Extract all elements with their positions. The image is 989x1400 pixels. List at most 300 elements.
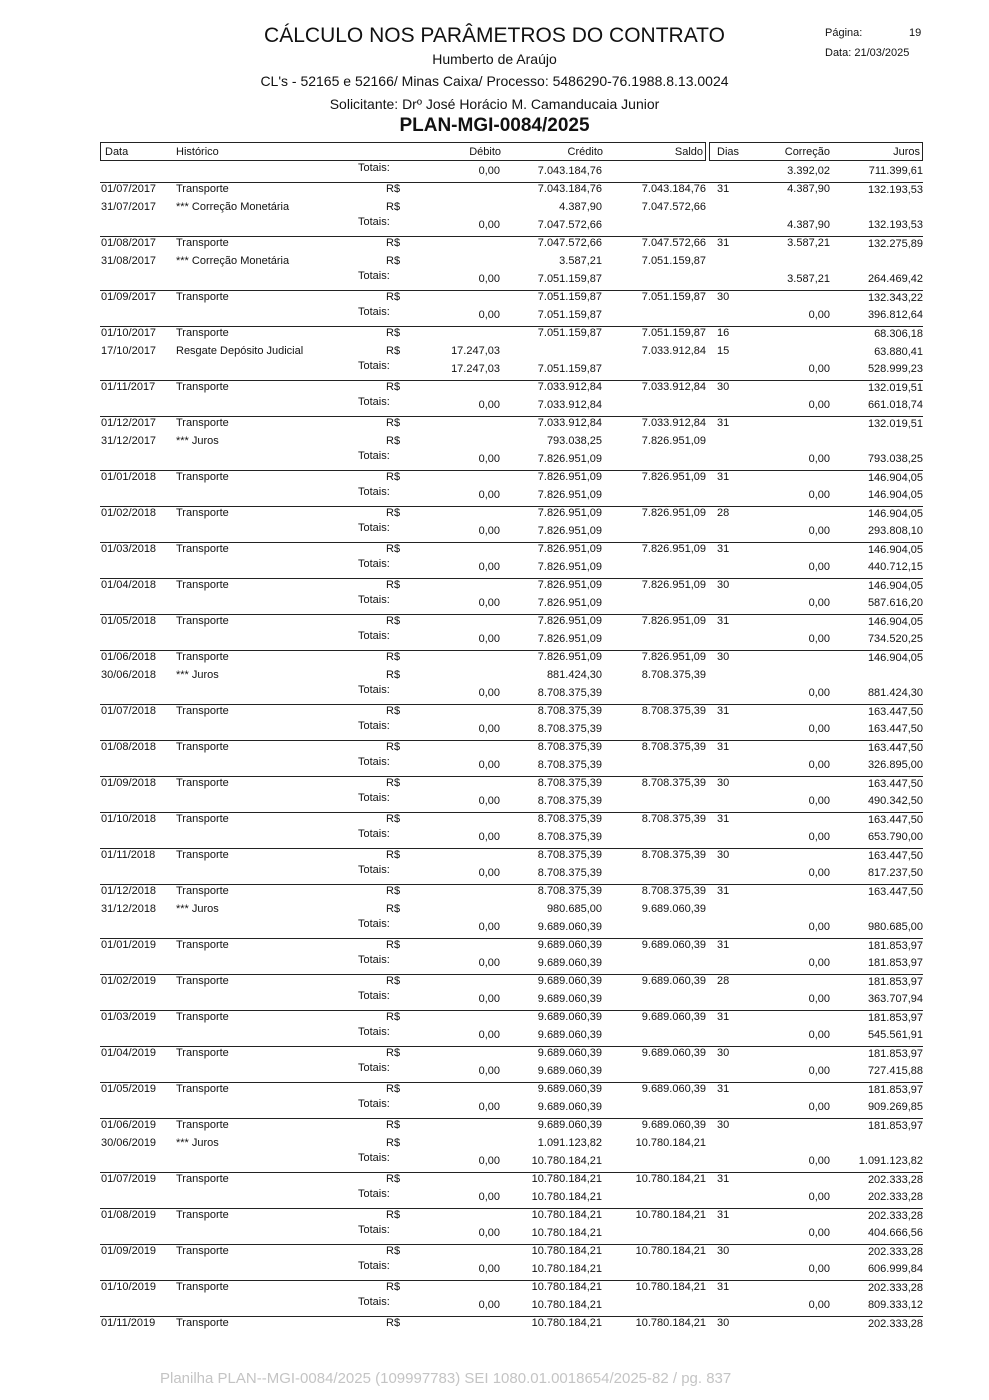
col-debito: Débito: [469, 146, 501, 158]
cell-correcao: 0,00: [808, 723, 830, 735]
cell-credito: 9.689.060,39: [537, 1029, 602, 1041]
cell-correcao: 0,00: [808, 309, 830, 321]
cell-label: Totais:: [358, 990, 390, 1002]
cell-credito: 10.780.184,21: [531, 1191, 602, 1203]
cell-date: 01/07/2018: [101, 705, 157, 717]
cell-credito: 7.033.912,84: [537, 417, 602, 429]
cell-saldo: 7.826.951,09: [641, 471, 706, 483]
cell-date: 01/09/2019: [101, 1245, 157, 1257]
cell-credito: 7.826.951,09: [537, 525, 602, 537]
cell-cur: R$: [386, 885, 401, 897]
cell-saldo: 8.708.375,39: [641, 813, 706, 825]
cell-juros: 132.019,51: [867, 382, 923, 394]
cell-date: 01/12/2017: [101, 417, 157, 429]
cell-cur: R$: [386, 1209, 401, 1221]
cell-debito: 0,00: [478, 273, 500, 285]
cell-juros: 363.707,94: [867, 993, 923, 1005]
cell-hist: *** Juros: [176, 669, 219, 681]
cell-saldo: 8.708.375,39: [641, 741, 706, 753]
cell-juros: 980.685,00: [867, 921, 923, 933]
cell-debito: 0,00: [478, 1227, 500, 1239]
cell-saldo: 7.826.951,09: [641, 435, 706, 447]
cell-credito: 8.708.375,39: [537, 813, 602, 825]
cell-hist: Transporte: [176, 777, 229, 789]
cell-debito: 0,00: [478, 1155, 500, 1167]
cell-label: Totais:: [358, 216, 390, 228]
cell-hist: Transporte: [176, 1119, 229, 1131]
cell-date: 01/01/2019: [101, 939, 157, 951]
cell-dias: 30: [717, 777, 730, 789]
cell-saldo: 10.780.184,21: [635, 1317, 706, 1329]
cell-debito: 0,00: [478, 309, 500, 321]
cell-date: 01/05/2019: [101, 1083, 157, 1095]
cell-correcao: 0,00: [808, 759, 830, 771]
cell-credito: 7.826.951,09: [537, 561, 602, 573]
cell-date: 01/06/2019: [101, 1119, 157, 1131]
cell-credito: 7.826.951,09: [537, 651, 602, 663]
cell-credito: 881.424,30: [546, 669, 602, 681]
cell-juros: 146.904,05: [867, 472, 923, 484]
cell-hist: *** Juros: [176, 1137, 219, 1149]
cell-cur: R$: [386, 705, 401, 717]
cell-date: 01/08/2017: [101, 237, 157, 249]
document-title: CÁLCULO NOS PARÂMETROS DO CONTRATO: [264, 24, 725, 47]
cell-date: 01/10/2017: [101, 327, 157, 339]
cell-dias: 31: [717, 885, 730, 897]
cell-juros: 793.038,25: [867, 453, 923, 465]
cell-label: Totais:: [358, 450, 390, 462]
cell-juros: 181.853,97: [867, 976, 923, 988]
cell-date: 01/04/2019: [101, 1047, 157, 1059]
process-info: CL's - 52165 e 52166/ Minas Caixa/ Processo: 5486290-76.1988.8.13.0024: [260, 73, 729, 89]
cell-debito: 0,00: [478, 993, 500, 1005]
cell-dias: 30: [717, 1245, 730, 1257]
cell-hist: Transporte: [176, 381, 229, 393]
cell-hist: Transporte: [176, 1209, 229, 1221]
cell-credito: 9.689.060,39: [537, 1083, 602, 1095]
cell-credito: 9.689.060,39: [537, 975, 602, 987]
cell-cur: R$: [386, 345, 401, 357]
cell-cur: R$: [386, 291, 401, 303]
cell-hist: Transporte: [176, 1245, 229, 1257]
cell-debito: 0,00: [478, 921, 500, 933]
cell-hist: Transporte: [176, 1173, 229, 1185]
cell-credito: 8.708.375,39: [537, 831, 602, 843]
cell-juros: 727.415,88: [867, 1065, 923, 1077]
cell-dias: 31: [717, 741, 730, 753]
cell-label: Totais:: [358, 828, 390, 840]
cell-dias: 31: [717, 705, 730, 717]
cell-date: 31/12/2018: [101, 903, 157, 915]
cell-cur: R$: [386, 543, 401, 555]
cell-dias: 30: [717, 381, 730, 393]
col-credito: Crédito: [567, 146, 603, 158]
cell-label: Totais:: [358, 1026, 390, 1038]
cell-correcao: 0,00: [808, 525, 830, 537]
cell-dias: 30: [717, 849, 730, 861]
cell-debito: 0,00: [478, 525, 500, 537]
cell-juros: 146.904,05: [867, 616, 923, 628]
cell-date: 01/01/2018: [101, 471, 157, 483]
cell-correcao: 0,00: [808, 453, 830, 465]
cell-correcao: 0,00: [808, 1263, 830, 1275]
cell-debito: 0,00: [478, 867, 500, 879]
cell-debito: 0,00: [478, 597, 500, 609]
cell-hist: Transporte: [176, 327, 229, 339]
cell-credito: 9.689.060,39: [537, 1011, 602, 1023]
cell-juros: 146.904,05: [867, 544, 923, 556]
cell-correcao: 4.387,90: [787, 183, 830, 195]
cell-label: Totais:: [358, 270, 390, 282]
cell-saldo: 10.780.184,21: [635, 1245, 706, 1257]
cell-correcao: 0,00: [808, 687, 830, 699]
cell-juros: 132.275,89: [867, 238, 923, 250]
cell-cur: R$: [386, 1083, 401, 1095]
cell-credito: 9.689.060,39: [537, 1101, 602, 1113]
cell-correcao: 0,00: [808, 957, 830, 969]
cell-hist: Transporte: [176, 885, 229, 897]
cell-date: 30/06/2018: [101, 669, 157, 681]
cell-credito: 793.038,25: [546, 435, 602, 447]
cell-hist: Transporte: [176, 1281, 229, 1293]
cell-juros: 132.343,22: [867, 292, 923, 304]
cell-juros: 181.853,97: [867, 1048, 923, 1060]
cell-hist: Resgate Depósito Judicial: [176, 345, 304, 357]
cell-juros: 711.399,61: [868, 165, 923, 177]
cell-credito: 10.780.184,21: [531, 1227, 602, 1239]
cell-saldo: 7.826.951,09: [641, 507, 706, 519]
cell-credito: 9.689.060,39: [537, 993, 602, 1005]
cell-correcao: 0,00: [808, 1299, 830, 1311]
cell-cur: R$: [386, 1011, 401, 1023]
cell-dias: 30: [717, 1119, 730, 1131]
cell-label: Totais:: [358, 684, 390, 696]
cell-juros: 132.193,53: [867, 219, 923, 231]
cell-date: 01/02/2018: [101, 507, 157, 519]
cell-label: Totais:: [358, 1062, 390, 1074]
requester: Solicitante: Drº José Horácio M. Camanducaia Junior: [329, 96, 660, 112]
cell-juros: 181.853,97: [867, 957, 923, 969]
cell-cur: R$: [386, 471, 401, 483]
cell-correcao: 0,00: [808, 1155, 830, 1167]
cell-cur: R$: [386, 849, 401, 861]
cell-credito: 8.708.375,39: [537, 777, 602, 789]
cell-hist: Transporte: [176, 615, 229, 627]
cell-juros: 132.193,53: [867, 184, 923, 196]
col-saldo: Saldo: [674, 146, 703, 158]
cell-cur: R$: [386, 903, 401, 915]
cell-juros: 163.447,50: [867, 742, 923, 754]
cell-hist: Transporte: [176, 849, 229, 861]
cell-credito: 9.689.060,39: [537, 1119, 602, 1131]
cell-credito: 7.826.951,09: [537, 507, 602, 519]
cell-cur: R$: [386, 381, 401, 393]
cell-credito: 7.051.159,87: [537, 291, 602, 303]
cell-debito: 0,00: [478, 1101, 500, 1113]
cell-dias: 28: [717, 975, 730, 987]
cell-saldo: 9.689.060,39: [641, 1011, 706, 1023]
cell-date: 30/06/2019: [101, 1137, 157, 1149]
cell-cur: R$: [386, 237, 401, 249]
cell-credito: 8.708.375,39: [537, 849, 602, 861]
cell-juros: 146.904,05: [867, 580, 923, 592]
cell-juros: 202.333,28: [867, 1191, 923, 1203]
cell-hist: Transporte: [176, 543, 229, 555]
cell-date: 01/02/2019: [101, 975, 157, 987]
cell-correcao: 3.587,21: [787, 273, 830, 285]
cell-dias: 31: [717, 1083, 730, 1095]
cell-credito: 7.043.184,76: [537, 183, 602, 195]
cell-saldo: 7.043.184,76: [641, 183, 706, 195]
cell-credito: 10.780.184,21: [531, 1209, 602, 1221]
cell-label: Totais:: [358, 792, 390, 804]
cell-credito: 3.587,21: [559, 255, 602, 267]
cell-saldo: 7.826.951,09: [641, 543, 706, 555]
cell-juros: 163.447,50: [867, 850, 923, 862]
cell-date: 31/12/2017: [101, 435, 157, 447]
cell-credito: 7.826.951,09: [537, 633, 602, 645]
cell-dias: 30: [717, 1047, 730, 1059]
cell-juros: 528.999,23: [867, 363, 923, 375]
cell-juros: 132.019,51: [867, 418, 923, 430]
client-name: Humberto de Araújo: [432, 51, 557, 67]
cell-hist: Transporte: [176, 471, 229, 483]
cell-correcao: 0,00: [808, 363, 830, 375]
cell-label: Totais:: [358, 306, 390, 318]
cell-dias: 31: [717, 543, 730, 555]
cell-label: Totais:: [358, 360, 390, 372]
cell-saldo: 9.689.060,39: [641, 1083, 706, 1095]
cell-juros: 163.447,50: [867, 814, 923, 826]
cell-label: Totais:: [358, 162, 390, 174]
cell-juros: 734.520,25: [867, 633, 923, 645]
cell-dias: 15: [717, 345, 730, 357]
cell-credito: 10.780.184,21: [531, 1263, 602, 1275]
cell-credito: 7.051.159,87: [537, 363, 602, 375]
cell-saldo: 9.689.060,39: [641, 975, 706, 987]
cell-juros: 181.853,97: [867, 940, 923, 952]
cell-correcao: 0,00: [808, 633, 830, 645]
cell-debito: 0,00: [478, 561, 500, 573]
cell-label: Totais:: [358, 918, 390, 930]
cell-label: Totais:: [358, 954, 390, 966]
cell-date: 01/11/2018: [101, 849, 156, 861]
cell-label: Totais:: [358, 720, 390, 732]
cell-debito: 17.247,03: [451, 363, 500, 375]
cell-credito: 10.780.184,21: [531, 1317, 602, 1329]
cell-credito: 980.685,00: [546, 903, 602, 915]
cell-juros: 146.904,05: [867, 489, 923, 501]
cell-cur: R$: [386, 417, 401, 429]
cell-dias: 31: [717, 1281, 730, 1293]
cell-juros: 661.018,74: [867, 399, 923, 411]
cell-credito: 7.043.184,76: [537, 165, 602, 177]
cell-cur: R$: [386, 1317, 401, 1329]
cell-dias: 31: [717, 1209, 730, 1221]
cell-juros: 817.237,50: [867, 867, 923, 879]
cell-credito: 7.051.159,87: [537, 273, 602, 285]
cell-correcao: 0,00: [808, 1191, 830, 1203]
cell-saldo: 7.047.572,66: [641, 201, 706, 213]
cell-juros: 809.333,12: [867, 1299, 923, 1311]
cell-debito: 0,00: [478, 1065, 500, 1077]
cell-hist: *** Correção Monetária: [176, 201, 290, 213]
cell-cur: R$: [386, 255, 401, 267]
cell-correcao: 3.587,21: [787, 237, 830, 249]
cell-date: 01/11/2017: [101, 381, 156, 393]
cell-date: 01/09/2018: [101, 777, 157, 789]
cell-juros: 264.469,42: [867, 273, 923, 285]
cell-date: 17/10/2017: [101, 345, 157, 357]
cell-credito: 7.826.951,09: [537, 471, 602, 483]
cell-debito: 0,00: [478, 795, 500, 807]
cell-juros: 181.853,97: [867, 1120, 923, 1132]
cell-dias: 31: [717, 939, 730, 951]
cell-juros: 202.333,28: [867, 1210, 923, 1222]
cell-cur: R$: [386, 777, 401, 789]
cell-credito: 7.826.951,09: [537, 453, 602, 465]
cell-debito: 0,00: [478, 1299, 500, 1311]
cell-correcao: 4.387,90: [787, 219, 830, 231]
cell-debito: 0,00: [478, 1191, 500, 1203]
col-data: Data: [105, 146, 129, 158]
cell-date: 01/10/2018: [101, 813, 157, 825]
cell-saldo: 8.708.375,39: [641, 669, 706, 681]
cell-juros: 202.333,28: [867, 1282, 923, 1294]
cell-correcao: 0,00: [808, 1227, 830, 1239]
cell-saldo: 10.780.184,21: [635, 1173, 706, 1185]
cell-debito: 0,00: [478, 1029, 500, 1041]
cell-date: 01/07/2019: [101, 1173, 157, 1185]
cell-debito: 0,00: [478, 831, 500, 843]
cell-saldo: 8.708.375,39: [641, 885, 706, 897]
cell-juros: 326.895,00: [867, 759, 923, 771]
cell-cur: R$: [386, 435, 401, 447]
cell-saldo: 8.708.375,39: [641, 777, 706, 789]
cell-credito: 8.708.375,39: [537, 723, 602, 735]
cell-juros: 404.666,56: [867, 1227, 923, 1239]
cell-juros: 909.269,85: [867, 1101, 923, 1113]
cell-cur: R$: [386, 669, 401, 681]
cell-debito: 0,00: [478, 1263, 500, 1275]
cell-credito: 8.708.375,39: [537, 867, 602, 879]
cell-correcao: 3.392,02: [787, 165, 830, 177]
cell-juros: 490.342,50: [867, 795, 923, 807]
cell-dias: 31: [717, 417, 730, 429]
cell-label: Totais:: [358, 1152, 390, 1164]
cell-saldo: 7.826.951,09: [641, 579, 706, 591]
cell-dias: 31: [717, 1011, 730, 1023]
cell-date: 01/08/2019: [101, 1209, 157, 1221]
cell-credito: 7.826.951,09: [537, 489, 602, 501]
cell-credito: 9.689.060,39: [537, 921, 602, 933]
cell-correcao: 0,00: [808, 489, 830, 501]
cell-hist: Transporte: [176, 579, 229, 591]
cell-debito: 0,00: [478, 723, 500, 735]
cell-juros: 202.333,28: [867, 1246, 923, 1258]
cell-credito: 8.708.375,39: [537, 741, 602, 753]
cell-juros: 68.306,18: [874, 328, 923, 340]
cell-correcao: 0,00: [808, 867, 830, 879]
cell-label: Totais:: [358, 486, 390, 498]
cell-debito: 0,00: [478, 759, 500, 771]
cell-juros: 163.447,50: [867, 723, 923, 735]
cell-saldo: 8.708.375,39: [641, 705, 706, 717]
cell-debito: 0,00: [478, 453, 500, 465]
cell-hist: Transporte: [176, 183, 229, 195]
cell-hist: Transporte: [176, 705, 229, 717]
cell-hist: Transporte: [176, 741, 229, 753]
cell-label: Totais:: [358, 864, 390, 876]
cell-credito: 7.047.572,66: [537, 237, 602, 249]
cell-debito: 0,00: [478, 687, 500, 699]
cell-credito: 1.091.123,82: [537, 1137, 602, 1149]
cell-correcao: 0,00: [808, 1065, 830, 1077]
cell-correcao: 0,00: [808, 597, 830, 609]
cell-label: Totais:: [358, 630, 390, 642]
cell-dias: 30: [717, 651, 730, 663]
cell-debito: 0,00: [478, 957, 500, 969]
cell-credito: 8.708.375,39: [537, 759, 602, 771]
plan-code: PLAN-MGI-0084/2025: [399, 115, 590, 136]
cell-juros: 163.447,50: [867, 778, 923, 790]
cell-juros: 396.812,64: [867, 309, 923, 321]
cell-saldo: 7.051.159,87: [641, 291, 706, 303]
cell-debito: 0,00: [478, 219, 500, 231]
cell-saldo: 9.689.060,39: [641, 903, 706, 915]
cell-cur: R$: [386, 813, 401, 825]
footer-reference: Planilha PLAN--MGI-0084/2025 (109997783) SEI 1080.01.0018654/2025-82 / pg. 837: [160, 1370, 732, 1387]
cell-saldo: 10.780.184,21: [635, 1281, 706, 1293]
cell-juros: 181.853,97: [867, 1012, 923, 1024]
cell-juros: 653.790,00: [867, 831, 923, 843]
cell-credito: 8.708.375,39: [537, 795, 602, 807]
cell-credito: 10.780.184,21: [531, 1299, 602, 1311]
cell-juros: 606.999,84: [867, 1263, 923, 1275]
col-historico: Histórico: [176, 146, 219, 158]
cell-credito: 10.780.184,21: [531, 1281, 602, 1293]
cell-credito: 9.689.060,39: [537, 1047, 602, 1059]
cell-saldo: 10.780.184,21: [635, 1137, 706, 1149]
cell-credito: 8.708.375,39: [537, 885, 602, 897]
cell-label: Totais:: [358, 396, 390, 408]
cell-juros: 202.333,28: [867, 1318, 923, 1330]
cell-credito: 9.689.060,39: [537, 957, 602, 969]
report-date: Data: 21/03/2025: [825, 47, 910, 59]
cell-correcao: 0,00: [808, 921, 830, 933]
cell-juros: 545.561,91: [867, 1029, 923, 1041]
cell-date: 01/12/2018: [101, 885, 157, 897]
cell-cur: R$: [386, 1245, 401, 1257]
cell-date: 01/08/2018: [101, 741, 157, 753]
cell-hist: Transporte: [176, 1047, 229, 1059]
cell-hist: Transporte: [176, 813, 229, 825]
cell-label: Totais:: [358, 594, 390, 606]
cell-saldo: 7.826.951,09: [641, 651, 706, 663]
cell-saldo: 7.033.912,84: [641, 381, 706, 393]
cell-hist: Transporte: [176, 1011, 229, 1023]
cell-label: Totais:: [358, 558, 390, 570]
cell-juros: 146.904,05: [867, 508, 923, 520]
cell-debito: 17.247,03: [451, 345, 500, 357]
cell-juros: 163.447,50: [867, 886, 923, 898]
cell-credito: 7.047.572,66: [537, 219, 602, 231]
cell-hist: Transporte: [176, 1083, 229, 1095]
cell-credito: 10.780.184,21: [531, 1173, 602, 1185]
cell-cur: R$: [386, 1047, 401, 1059]
cell-juros: 881.424,30: [867, 687, 923, 699]
cell-cur: R$: [386, 615, 401, 627]
